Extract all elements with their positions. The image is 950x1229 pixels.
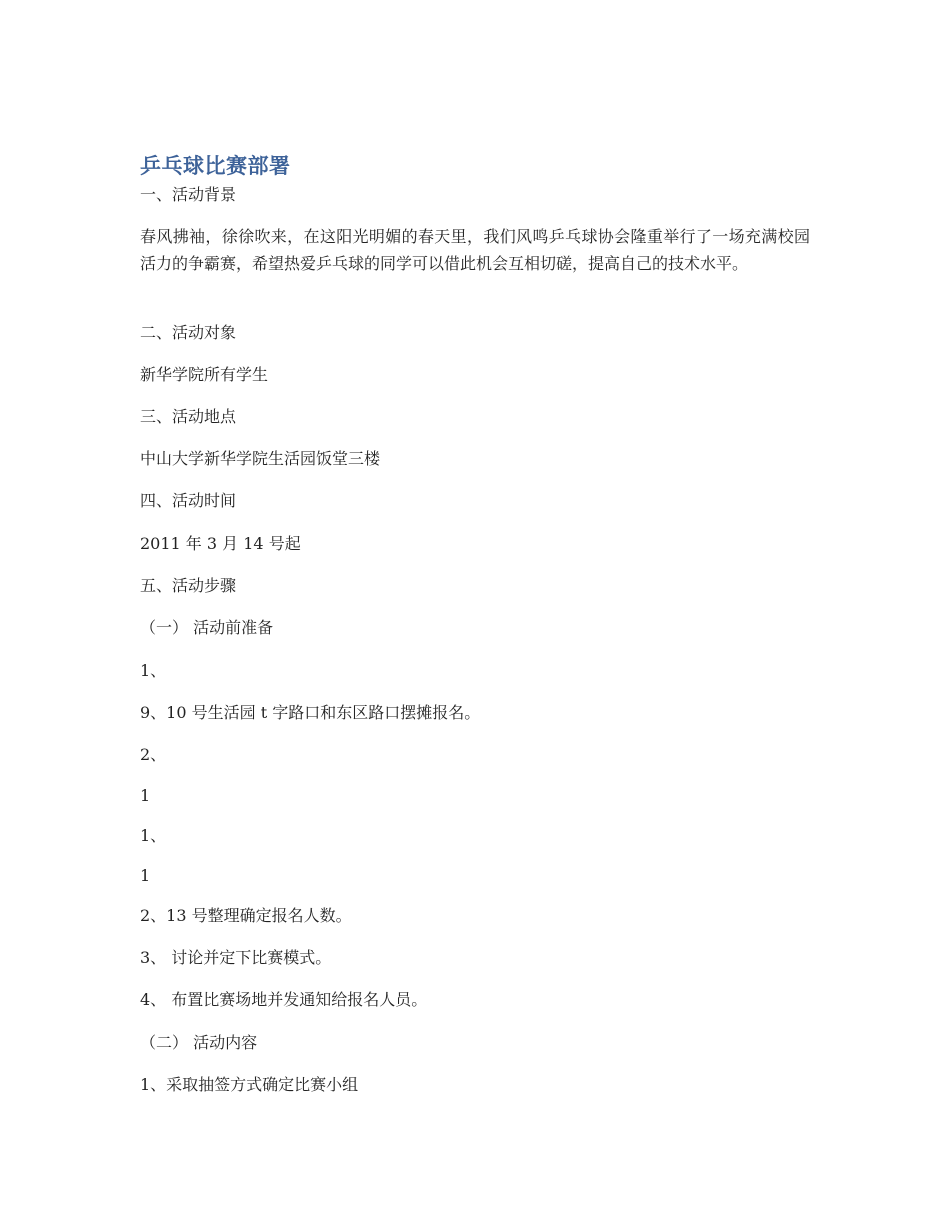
subsection-preparation: （一） 活动前准备 [140, 618, 274, 637]
time-text: 2011 年 3 月 14 号起 [140, 534, 301, 553]
subsection-content: （二） 活动内容 [140, 1033, 258, 1052]
section-heading-time: 四、活动时间 [140, 491, 237, 510]
section-heading-background: 一、活动背景 [140, 185, 237, 204]
background-paragraph: 春风拂袖，徐徐吹来，在这阳光明媚的春天里，我们风鸣乒乓球协会隆重举行了一场充满校园活力的争霸赛，希望热爱乒乓球的同学可以借此机会互相切磋，提高自己的技术水平。 [140, 227, 810, 273]
document-title: 乒乓球比赛部署 [140, 154, 291, 178]
section-heading-steps: 五、活动步骤 [140, 576, 237, 595]
list-item: 1 [140, 866, 151, 885]
list-item: 9、10 号生活园 t 字路口和东区路口摆摊报名。 [140, 703, 481, 722]
list-item: 2、 [140, 745, 167, 764]
section-heading-location: 三、活动地点 [140, 407, 237, 426]
target-text: 新华学院所有学生 [140, 365, 269, 384]
location-text: 中山大学新华学院生活园饭堂三楼 [140, 449, 381, 468]
list-item: 1、 [140, 826, 167, 845]
section-heading-target: 二、活动对象 [140, 323, 237, 342]
list-item: 1 [140, 786, 151, 805]
list-item: 4、 布置比赛场地并发通知给报名人员。 [140, 990, 428, 1009]
list-item: 1、采取抽签方式确定比赛小组 [140, 1075, 359, 1094]
list-item: 1、 [140, 661, 167, 680]
list-item: 3、 讨论并定下比赛模式。 [140, 948, 332, 967]
list-item: 2、13 号整理确定报名人数。 [140, 906, 352, 925]
